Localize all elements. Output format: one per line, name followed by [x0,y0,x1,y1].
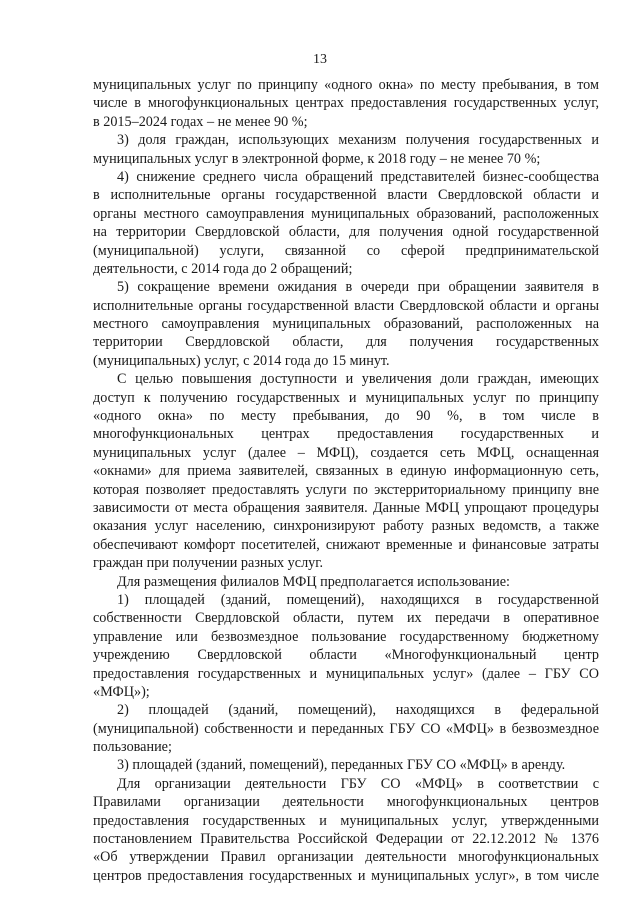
text-line: С целью повышения доступности и увеличения доли граждан, имеющих [117,371,599,388]
text-line: собственности Свердловской области, путем их передачи в оперативное [93,610,599,627]
text-line: «окнами» для приема заявителей, связанных в единую информационную сеть, [93,463,599,480]
text-line: (муниципальной) услуги, связанной со сферой предпринимательской [93,242,599,259]
text-line: Для организации деятельности ГБУ СО «МФЦ» в соответствии с [117,775,599,792]
text-line: пользование; [93,739,172,756]
text-line: 3) доля граждан, использующих механизм получения государственных и [117,132,599,149]
text-line: управление или безвозмездное пользование государственному бюджетному [93,628,599,645]
text-line: центров предоставления государственных и муниципальных услуг», в том числе [93,867,599,884]
text-line: которая позволяет предоставлять услуги по экстерриториальному принципу вне [93,481,599,498]
text-line: 3) площадей (зданий, помещений), переданных ГБУ СО «МФЦ» в аренду. [117,757,566,774]
text-line: в 2015–2024 годах – не менее 90 %; [93,113,308,130]
text-line: постановлением Правительства Российской Федерации от 22.12.2012 № 1376 [93,831,599,848]
text-line: оказания услуг населению, синхронизируют работу разных ведомств, а также [93,518,599,535]
text-line: деятельности, с 2014 года до 2 обращений; [93,260,353,277]
page-number: 13 [313,52,327,67]
text-line: на территории Свердловской области, для получения одной государственной [93,224,599,241]
text-line: «Об утверждении Правил организации деятельности многофункциональных [93,849,599,866]
text-line: учреждению Свердловской области «Многофункциональный центр [93,647,599,664]
text-line: предоставления государственных и муниципальных услуг, утвержденными [93,812,599,829]
text-line: муниципальных услуг по принципу «одного окна» по месту пребывания, в том [93,77,599,93]
text-line: многофункциональных центрах предоставления государственных и [93,426,599,443]
text-line: местного самоуправления муниципальных образований, расположенных на [93,316,599,333]
text-line: 1) площадей (зданий, помещений), находящихся в государственной [117,591,599,608]
text-line: числе в многофункциональных центрах предоставления государственных услуг, [93,95,599,112]
text-line: граждан при получении разных услуг. [93,555,324,572]
text-line: «одного окна» по месту пребывания, до 90 %, в том числе в [93,408,599,425]
text-line: муниципальных услуг в электронной форме, к 2018 году – не менее 70 %; [93,150,541,167]
text-line: обеспечивают комфорт посетителей, снижают временные и финансовые затраты [93,536,599,553]
text-line: (муниципальной) собственности и переданных ГБУ СО «МФЦ» в безвозмездное [93,720,599,737]
text-line: муниципальных услуг (далее – МФЦ), создается сеть МФЦ, оснащенная [93,444,599,461]
text-line: (муниципальных) услуг, с 2014 года до 15 минут. [93,352,390,369]
text-line: 4) снижение среднего числа обращений представителей бизнес-сообщества [117,168,599,185]
text-line: «МФЦ»); [93,683,150,700]
text-line: Правилами организации деятельности многофункциональных центров [93,794,599,811]
text-line: исполнительные органы государственной власти Свердловской области и органы [93,297,599,314]
text-line: предоставления государственных и муниципальных услуг» (далее – ГБУ СО [93,665,599,682]
text-line: 2) площадей (зданий, помещений), находящихся в федеральной [117,702,599,719]
text-line: территории Свердловской области, для получения государственных [93,334,599,351]
text-line: зависимости от места обращения заявителя. Данные МФЦ упрощают процедуры [93,499,599,516]
text-line: доступ к получению государственных и муниципальных услуг по принципу [93,389,599,406]
text-line: органы местного самоуправления муниципальных образований, расположенных [93,205,599,222]
text-line: Для размещения филиалов МФЦ предполагается использование: [117,573,510,590]
text-line: 5) сокращение времени ожидания в очереди при обращении заявителя в [117,279,599,296]
text-line: в исполнительные органы государственной власти Свердловской области и [93,187,599,204]
document-body [93,76,599,885]
